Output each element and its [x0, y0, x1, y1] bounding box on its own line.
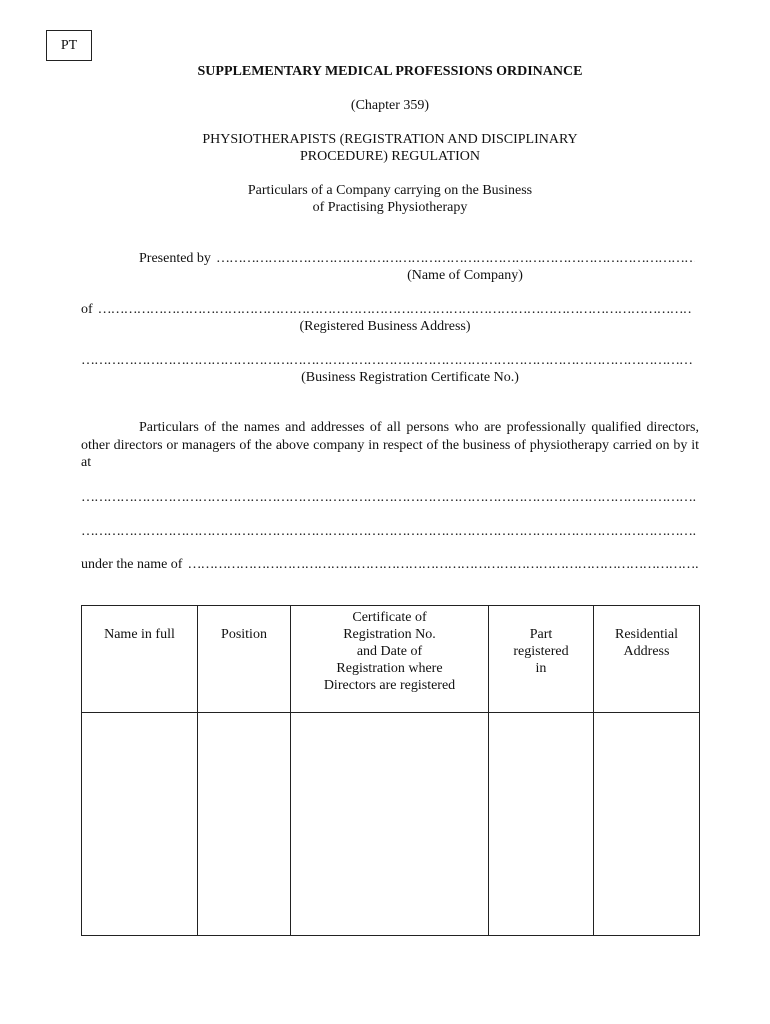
column-header-position: Position	[198, 606, 291, 713]
cell-residential-address[interactable]	[594, 713, 700, 936]
under-the-name-dotted-line[interactable]	[187, 556, 699, 574]
form-subtitle-line1: Particulars of a Company carrying on the Business	[247, 183, 533, 198]
brc-field[interactable]	[81, 352, 693, 370]
of-label: of	[81, 302, 93, 317]
location-dotted-line-1[interactable]	[81, 489, 696, 507]
cell-position[interactable]	[198, 713, 291, 936]
presented-by-dotted-line[interactable]	[216, 250, 695, 268]
cell-name-in-full[interactable]	[82, 713, 198, 936]
table-header-row	[82, 606, 700, 713]
address-dotted-line[interactable]	[98, 301, 693, 319]
company-name-caption: (Name of Company)	[407, 268, 523, 283]
particulars-paragraph: Particulars of the names and addresses of all persons who are professionally qualified directors, other directors or managers of the above company in respect of the business of physiotherapy carried on by it at	[81, 420, 699, 470]
business-address-field[interactable]	[81, 301, 693, 319]
table-row	[82, 713, 700, 936]
column-header-part-registered: Part registered in	[489, 606, 594, 713]
regulation-title-line1: PHYSIOTHERAPISTS (REGISTRATION AND DISCIPLINARY	[202, 132, 578, 147]
column-header-name-in-full: Name in full	[82, 606, 198, 713]
regulation-title-line2: PROCEDURE) REGULATION	[299, 149, 481, 164]
form-code-box: PT	[46, 30, 92, 61]
column-header-residential-address: Residential Address	[594, 606, 700, 713]
under-the-name-label: under the name of	[81, 557, 183, 572]
chapter-number: (Chapter 359)	[350, 98, 430, 113]
cell-part-registered[interactable]	[489, 713, 594, 936]
presented-by-field[interactable]	[139, 250, 695, 268]
location-dotted-line-2[interactable]	[81, 523, 696, 541]
address-caption: (Registered Business Address)	[299, 319, 471, 334]
presented-by-label: Presented by	[139, 251, 211, 266]
ordinance-title: SUPPLEMENTARY MEDICAL PROFESSIONS ORDINANCE	[197, 64, 583, 79]
form-subtitle-line2: of Practising Physiotherapy	[312, 200, 468, 215]
brc-dotted-line[interactable]	[81, 352, 693, 370]
column-header-certificate: Certificate of Registration No. and Date of Registration where Directors are registered	[291, 606, 489, 713]
under-the-name-field[interactable]	[81, 556, 699, 574]
location-line-2[interactable]	[81, 523, 696, 541]
location-line-1[interactable]	[81, 489, 696, 507]
brc-caption: (Business Registration Certificate No.)	[301, 370, 519, 385]
directors-table	[81, 605, 700, 936]
cell-certificate[interactable]	[291, 713, 489, 936]
